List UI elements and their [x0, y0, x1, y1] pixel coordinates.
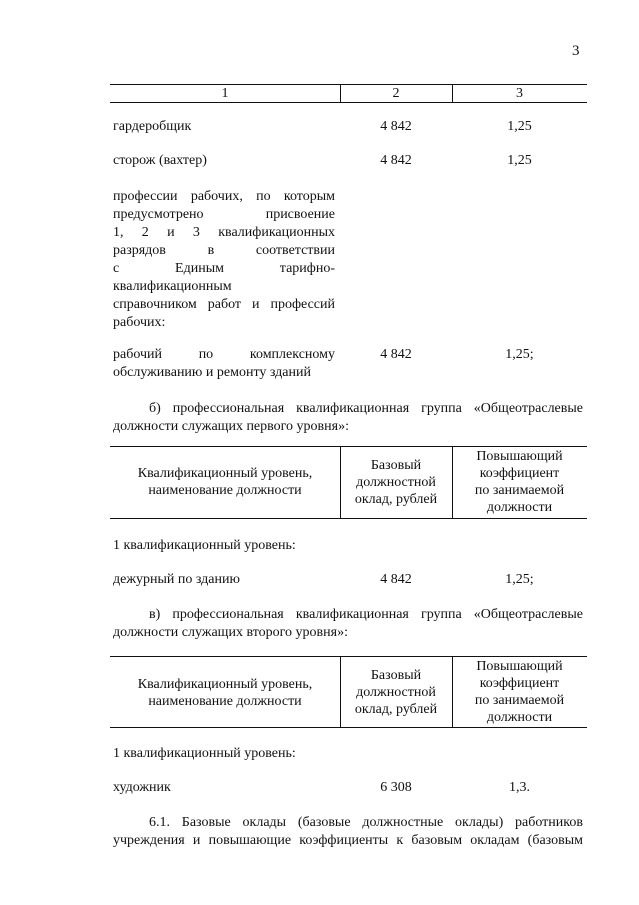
text-line: Квалификационный уровень, [137, 677, 313, 692]
text-line: должностной [356, 685, 436, 700]
worker-row-coefficient: 1,25; [505, 347, 534, 362]
professions-description [113, 188, 335, 332]
text-line: в) профессиональная квалификационная группа «Общеотраслевые [149, 607, 583, 622]
column-header-coefficient [452, 448, 587, 516]
text-line: Повышающий [476, 449, 563, 464]
worker-row-name [113, 346, 335, 382]
worker-row-salary: 4 842 [380, 347, 412, 362]
text-line: Базовый [370, 458, 422, 473]
text-line: наименование должности [148, 483, 302, 498]
text-line: разрядов в соответствии [113, 243, 335, 258]
qualification-level: 1 квалификационный уровень: [113, 538, 296, 553]
text-line: обслуживанию и ремонту зданий [113, 365, 311, 380]
table-row-coefficient: 1,3. [509, 780, 530, 795]
column-header-1: 1 [221, 86, 229, 101]
text-line: должности [486, 710, 553, 725]
column-header-2: 2 [392, 86, 400, 101]
text-line: должности служащих второго уровня»: [113, 625, 348, 640]
text-line: с Единым тарифно- [113, 261, 335, 276]
table-top-border [110, 446, 587, 447]
table-row-coefficient: 1,25 [507, 153, 532, 168]
text-line: коэффициент [479, 466, 560, 481]
table-row-salary: 6 308 [380, 780, 412, 795]
table-row-salary: 4 842 [380, 153, 412, 168]
column-header-position [110, 676, 340, 710]
table-top-border [110, 656, 587, 657]
text-line: 1, 2 и 3 квалификационных [113, 225, 335, 240]
text-line: профессии рабочих, по которым [113, 189, 335, 204]
table-header-bottom-border [110, 727, 587, 728]
table-row-name: сторож (вахтер) [113, 153, 207, 168]
qualification-level: 1 квалификационный уровень: [113, 746, 296, 761]
text-line: по занимаемой [474, 483, 565, 498]
text-line: 6.1. Базовые оклады (базовые должностные оклады) работников [149, 815, 583, 830]
table-row-coefficient: 1,25; [505, 572, 534, 587]
text-line: квалификационным [113, 279, 232, 294]
text-line: учреждения и повышающие коэффициенты к базовым окладам (базовым [113, 833, 583, 848]
table-row-coefficient: 1,25 [507, 119, 532, 134]
text-line: Квалификационный уровень, [137, 466, 313, 481]
text-line: должности [486, 500, 553, 515]
text-line: по занимаемой [474, 693, 565, 708]
column-header-coefficient [452, 658, 587, 726]
table-row-salary: 4 842 [380, 572, 412, 587]
table-row-name: художник [113, 780, 171, 795]
table-row-name: гардеробщик [113, 119, 192, 134]
text-line: коэффициент [479, 676, 560, 691]
column-header-position [110, 465, 340, 499]
column-header-salary [340, 667, 452, 718]
table-row-name: дежурный по зданию [113, 572, 240, 587]
text-line: справочником работ и профессий [113, 297, 335, 312]
text-line: Повышающий [476, 659, 563, 674]
page-number: 3 [572, 43, 580, 59]
text-line: рабочих: [113, 315, 166, 330]
text-line: Базовый [370, 668, 422, 683]
table-row-salary: 4 842 [380, 119, 412, 134]
text-line: должностной [356, 475, 436, 490]
text-line: рабочий по комплексному [113, 347, 335, 362]
section-b-intro [113, 400, 583, 436]
section-c-intro [113, 606, 583, 642]
column-header-salary [340, 457, 452, 508]
text-line: наименование должности [148, 694, 302, 709]
text-line: оклад, рублей [354, 702, 438, 717]
column-header-3: 3 [516, 86, 523, 101]
closing-paragraph [113, 814, 583, 850]
table-header-bottom-border [110, 518, 587, 519]
text-line: б) профессиональная квалификационная группа «Общеотраслевые [149, 401, 583, 416]
text-line: предусмотрено присвоение [113, 207, 335, 222]
text-line: оклад, рублей [354, 492, 438, 507]
text-line: должности служащих первого уровня»: [113, 419, 349, 434]
